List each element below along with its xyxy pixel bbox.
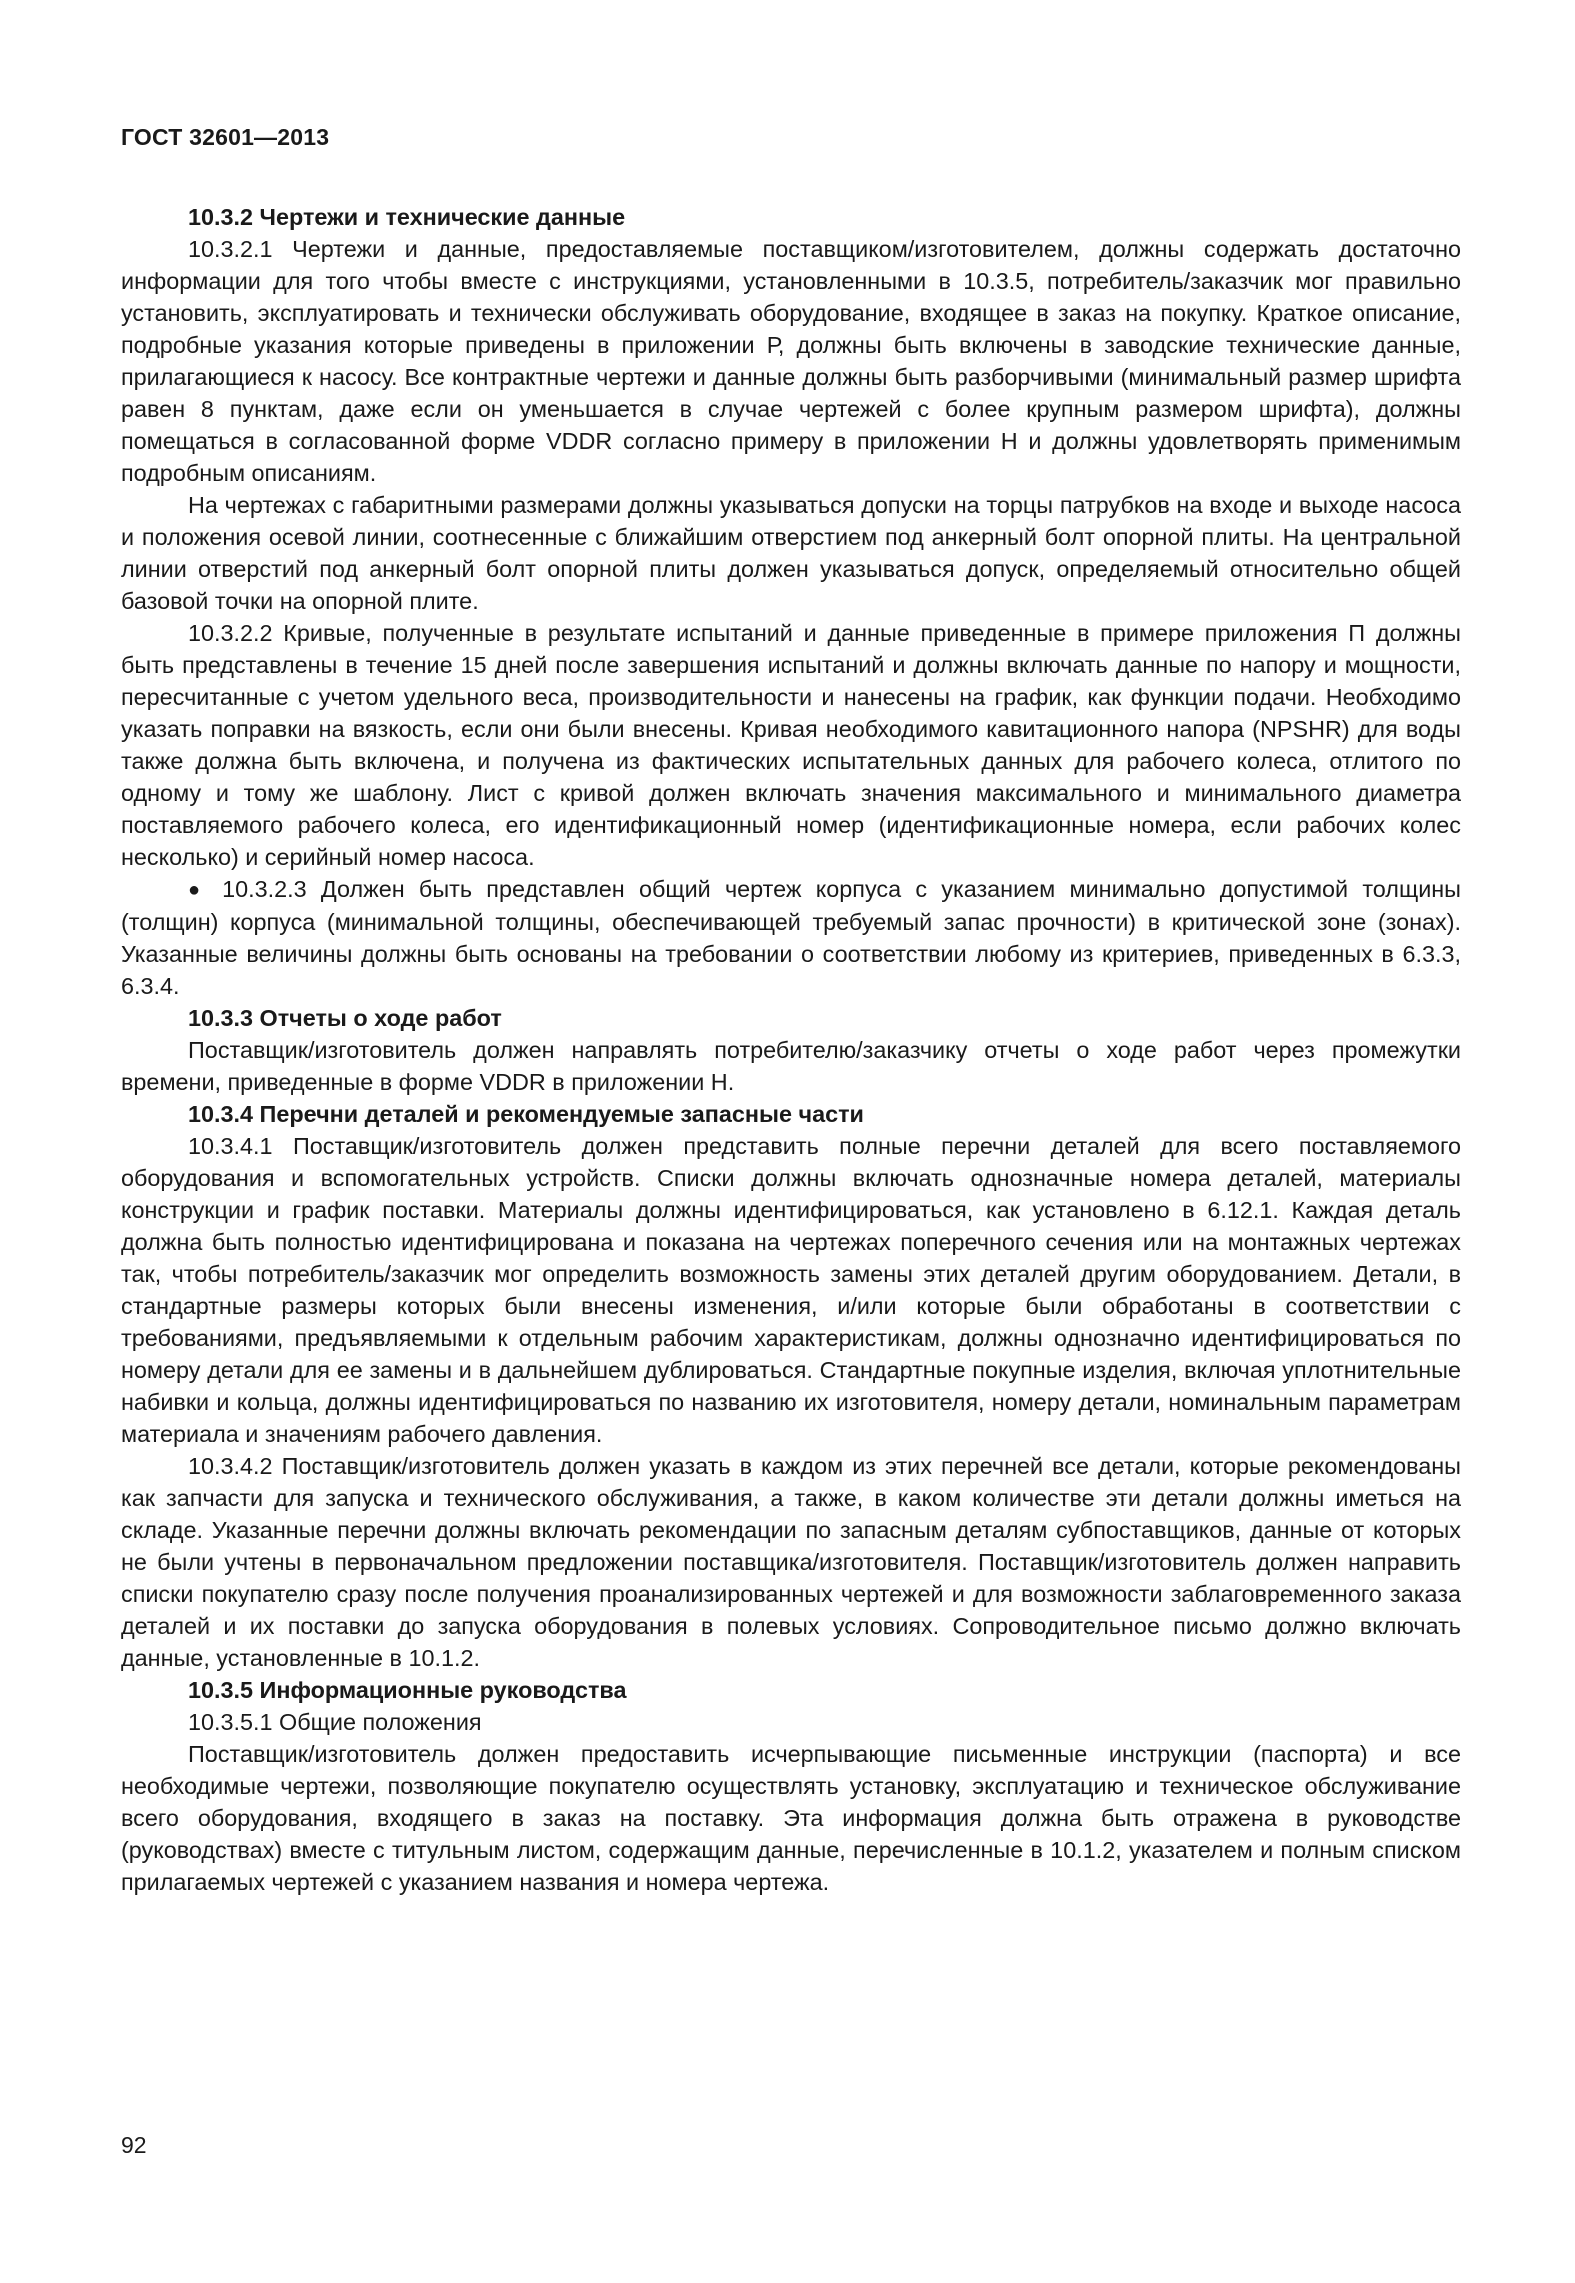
document-header: ГОСТ 32601—2013 <box>121 124 330 150</box>
paragraph: Поставщик/изготовитель должен предоставить исчерпывающие письменные инструкции (паспорта) и все необходимые чертежи, позволяющие покупателю осуществлять установку, эксплуатацию и техническое обслуживание всего оборудования, входящего в заказ на поставку. Эта информация должна быть отражена в руководстве (руководствах) вместе с титульным листом, содержащим данные, перечисленные в 10.1.2, указателем и полным списком прилагаемых чертежей с указанием названия и номера чертежа. <box>121 1741 1461 1895</box>
paragraph: 10.3.2.1 Чертежи и данные, предоставляемые поставщиком/изготовителем, должны содержать достаточно информации для того чтобы вместе с инструкциями, установленными в 10.3.5, потребитель/заказчик мог правильно установить, эксплуатировать и технически обслуживать оборудование, входящее в заказ на покупку. Краткое описание, подробные указания которые приведены в приложении Р, должны быть включены в заводские технические данные, прилагающиеся к насосу. Все контрактные чертежи и данные должны быть разборчивыми (минимальный размер шрифта равен 8 пунктам, даже если он уменьшается в случае чертежей с более крупным размером шрифта), должны помещаться в согласованной форме VDDR согласно примеру в приложении Н и должны удовлетворять применимым подробным описаниям. <box>121 236 1461 486</box>
bullet-icon: ● <box>188 879 208 901</box>
bullet-paragraph <box>121 873 1461 1002</box>
paragraph: На чертежах с габаритными размерами должны указываться допуски на торцы патрубков на входе и выходе насоса и положения осевой линии, соотнесенные с ближайшим отверстием под анкерный болт опорной плиты. На центральной линии отверстий под анкерный болт опорной плиты должен указываться допуск, определяемый относительно общей базовой точки на опорной плите. <box>121 492 1461 614</box>
paragraph: 10.3.4.2 Поставщик/изготовитель должен указать в каждом из этих перечней все детали, которые рекомендованы как запчасти для запуска и технического обслуживания, а также, в каком количестве эти детали должны иметься на складе. Указанные перечни должны включать рекомендации по запасным деталям субпоставщиков, данные от которых не были учтены в первоначальном предложении поставщика/изготовителя. Поставщик/изготовитель должен направить списки покупателю сразу после получения проанализированных чертежей и для возможности заблаговременного заказа деталей и их поставки до запуска оборудования в полевых условиях. Сопроводительное письмо должно включать данные, установленные в 10.1.2. <box>121 1453 1461 1671</box>
bullet-paragraph-text: 10.3.2.3 Должен быть представлен общий чертеж корпуса с указанием минимально допустимой толщины (толщин) корпуса (минимальной толщины, обеспечивающей требуемый запас прочности) в критической зоне (зонах). Указанные величины должны быть основаны на требовании о соответствии любому из критериев, приведенных в 6.3.3, 6.3.4. <box>121 876 1461 999</box>
paragraph: Поставщик/изготовитель должен направлять потребителю/заказчику отчеты о ходе работ через промежутки времени, приведенные в форме VDDR в приложении Н. <box>121 1037 1461 1095</box>
paragraph: 10.3.2.2 Кривые, полученные в результате испытаний и данные приведенные в примере приложения П должны быть представлены в течение 15 дней после завершения испытаний и должны включать данные по напору и мощности, пересчитанные с учетом удельного веса, производительности и нанесены на график, как функции подачи. Необходимо указать поправки на вязкость, если они были внесены. Кривая необходимого кавитационного напора (NPSHR) для воды также должна быть включена, и получена из фактических испытательных данных для рабочего колеса, отлитого по одному и тому же шаблону. Лист с кривой должен включать значения максимального и минимального диаметра поставляемого рабочего колеса, его идентификационный номер (идентификационные номера, если рабочих колес несколько) и серийный номер насоса. <box>121 620 1461 870</box>
section-heading: 10.3.5 Информационные руководства <box>188 1677 627 1703</box>
section-heading: 10.3.3 Отчеты о ходе работ <box>188 1005 502 1031</box>
section-heading: 10.3.2 Чертежи и технические данные <box>188 204 626 230</box>
document-body <box>121 201 1461 1898</box>
section-heading: 10.3.4 Перечни деталей и рекомендуемые запасные части <box>188 1101 864 1127</box>
paragraph: 10.3.4.1 Поставщик/изготовитель должен представить полные перечни деталей для всего поставляемого оборудования и вспомогательных устройств. Списки должны включать однозначные номера деталей, материалы конструкции и график поставки. Материалы должны идентифицироваться, как установлено в 6.12.1. Каждая деталь должна быть полностью идентифицирована и показана на чертежах поперечного сечения или на монтажных чертежах так, чтобы потребитель/заказчик мог определить возможность замены этих деталей другим оборудованием. Детали, в стандартные размеры которых были внесены изменения, и/или которые были обработаны в соответствии с требованиями, предъявляемыми к отдельным рабочим характеристикам, должны однозначно идентифицироваться по номеру детали для ее замены и в дальнейшем дублироваться. Стандартные покупные изделия, включая уплотнительные набивки и кольца, должны идентифицироваться по названию их изготовителя, номеру детали, номинальным параметрам материала и значениям рабочего давления. <box>121 1133 1461 1447</box>
page-number: 92 <box>121 2132 147 2158</box>
subsection-title: 10.3.5.1 Общие положения <box>188 1709 482 1735</box>
